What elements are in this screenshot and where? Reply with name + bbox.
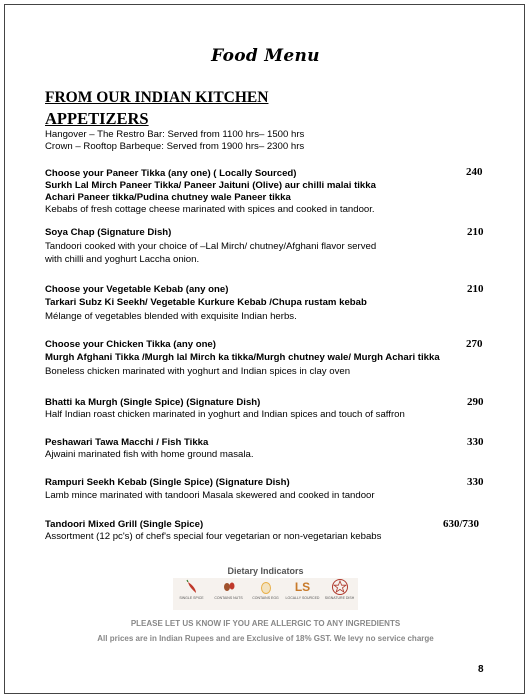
menu-item-description: Tandoori cooked with your choice of –Lal Mirch/ chutney/Afghani flavor served (45, 241, 377, 252)
menu-item-description: Mélange of vegetables blended with exquisite Indian herbs. (45, 311, 297, 322)
single-spice-indicator (175, 578, 209, 600)
menu-item-option: Murgh Afghani Tikka /Murgh lal Mirch ka tikka/Murgh chutney wale/ Murgh Achari tikka (45, 352, 440, 363)
signature-dish-icon (323, 578, 357, 596)
menu-item-name: Choose your Vegetable Kebab (any one) (45, 284, 229, 295)
dietary-title: Dietary Indicators (227, 566, 304, 576)
menu-item-price: 330 (467, 436, 484, 448)
contains-egg-icon (249, 578, 283, 596)
dietary-label: CONTAINS NUTS (214, 596, 243, 600)
dietary-label: SIGNATURE DISH (324, 596, 355, 600)
single-spice-icon (175, 578, 209, 596)
menu-item-option: Tarkari Subz Ki Seekh/ Vegetable Kurkure Kebab /Chupa rustam kebab (45, 297, 367, 308)
menu-item-description: with chilli and yoghurt Laccha onion. (45, 254, 200, 265)
menu-item-price: 240 (466, 166, 483, 178)
menu-item-name: Peshawari Tawa Macchi / Fish Tikka (45, 437, 209, 448)
subsection-heading: APPETIZERS (45, 109, 149, 128)
menu-item-description: Kebabs of fresh cottage cheese marinated with spices and cooked in tandoor. (45, 204, 375, 215)
contains-nuts-indicator (212, 578, 246, 600)
contains-egg-indicator (249, 578, 283, 600)
page-number: 8 (478, 664, 484, 675)
menu-item-name: Soya Chap (Signature Dish) (45, 227, 172, 238)
signature-dish-indicator (323, 578, 357, 600)
menu-item-option: Surkh Lal Mirch Paneer Tikka/ Paneer Jaituni (Olive) aur chilli malai tikka (45, 180, 376, 191)
menu-item-name: Bhatti ka Murgh (Single Spice) (Signature Dish) (45, 397, 261, 408)
page-title: Food Menu (211, 46, 320, 66)
menu-item-name: Choose your Paneer Tikka (any one) ( Locally Sourced) (45, 168, 297, 179)
menu-item-price: 330 (467, 476, 484, 488)
allergy-notice: PLEASE LET US KNOW IF YOU ARE ALLERGIC TO ANY INGREDIENTS (130, 619, 401, 628)
pricing-notice: All prices are in Indian Rupees and are Exclusive of 18% GST. We levy no service charge (97, 634, 434, 643)
section-heading: FROM OUR INDIAN KITCHEN (45, 89, 269, 106)
dietary-icons (173, 578, 358, 610)
menu-item-price: 270 (466, 338, 483, 350)
menu-item-description: Ajwaini marinated fish with home ground masala. (45, 449, 254, 460)
locally-sourced-icon: LS (294, 580, 311, 594)
menu-item-price: 210 (467, 226, 484, 238)
dietary-label: SINGLE SPICE (179, 596, 204, 600)
hours-line: Hangover – The Restro Bar: Served from 1100 hrs– 1500 hrs (45, 129, 305, 140)
locally-sourced-indicator (286, 578, 320, 600)
menu-item-name: Tandoori Mixed Grill (Single Spice) (45, 519, 204, 530)
menu-item-description: Half Indian roast chicken marinated in yoghurt and Indian spices and touch of saffron (45, 409, 405, 420)
dietary-label: CONTAINS EGG (252, 596, 279, 600)
contains-nuts-icon (212, 578, 246, 596)
menu-item-price: 290 (467, 396, 484, 408)
menu-item-name: Rampuri Seekh Kebab (Single Spice) (Signature Dish) (45, 477, 290, 488)
menu-item-price: 210 (467, 283, 484, 295)
menu-item-option: Achari Paneer tikka/Pudina chutney wale Paneer tikka (45, 192, 291, 203)
menu-item-description: Lamb mince marinated with tandoori Masala skewered and cooked in tandoor (45, 490, 375, 501)
hours-line: Crown – Rooftop Barbeque: Served from 1900 hrs– 2300 hrs (45, 141, 305, 152)
menu-item-description: Boneless chicken marinated with yoghurt and Indian spices in clay oven (45, 366, 351, 377)
menu-item-price: 630/730 (443, 518, 480, 530)
dietary-label: LOCALLY SOURCED (285, 596, 320, 600)
menu-item-name: Choose your Chicken Tikka (any one) (45, 339, 216, 350)
menu-item-description: Assortment (12 pc's) of chef's special four vegetarian or non-vegetarian kebabs (45, 531, 382, 542)
